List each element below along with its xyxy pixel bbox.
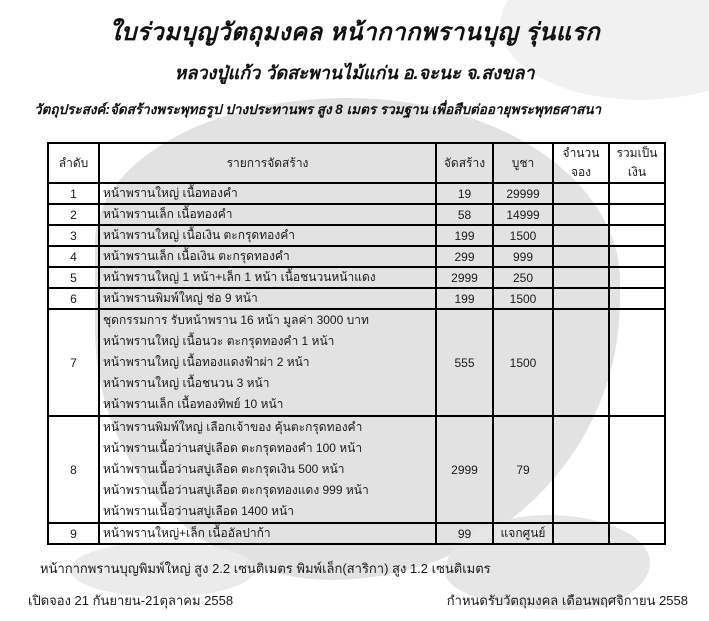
row-price: 250 bbox=[493, 267, 553, 288]
row-price: 1500 bbox=[493, 309, 553, 416]
column-header-4: จำนวนจอง bbox=[553, 143, 609, 183]
row-made-qty: 58 bbox=[436, 204, 493, 225]
row-number: 7 bbox=[48, 309, 99, 416]
booking-period: เปิดจอง 21 กันยายน-21ตุลาคม 2558 bbox=[28, 593, 234, 608]
footer-row bbox=[28, 590, 688, 611]
row-items bbox=[99, 225, 436, 246]
item-line: หน้าพรานใหญ่ เนื้อนวะ ตะกรุดทองคำ 1 หน้า bbox=[103, 334, 335, 348]
row-reserve-qty bbox=[553, 225, 609, 246]
column-header-1: รายการจัดสร้าง bbox=[99, 143, 436, 183]
purpose-line: วัตถุประสงค์:จัดสร้างพระพุทธรูป ปางประทานพร สูง 8 เมตร รวมฐาน เพื่อสืบต่ออายุพระพุทธศาสนา bbox=[34, 102, 602, 117]
page-title: ใบร่วมบุญวัตถุมงคล หน้ากากพรานบุญ รุ่นแรก bbox=[108, 19, 601, 46]
table-row bbox=[48, 225, 665, 246]
item-line: หน้าพรานเนื้อว่านสบู่เลือด 1400 หน้า bbox=[103, 504, 294, 518]
row-items bbox=[99, 309, 436, 416]
row-items bbox=[99, 183, 436, 204]
row-made-qty: 2999 bbox=[436, 267, 493, 288]
row-made-qty: 199 bbox=[436, 225, 493, 246]
item-line: ชุดกรรมการ รับหน้าพราน 16 หน้า มูลค่า 3000 บาท bbox=[103, 313, 369, 327]
table-row bbox=[48, 204, 665, 225]
row-price: 1500 bbox=[493, 225, 553, 246]
item-line: หน้าพรานใหญ่ 1 หน้า+เล็ก 1 หน้า เนื้อชนวนหน้าแดง bbox=[103, 270, 376, 284]
row-number: 4 bbox=[48, 246, 99, 267]
row-total-amount bbox=[609, 309, 665, 416]
table-row bbox=[48, 246, 665, 267]
row-items bbox=[99, 204, 436, 225]
item-line: หน้าพรานเล็ก เนื้อเงิน ตะกรุดทองคำ bbox=[103, 249, 290, 263]
row-items bbox=[99, 267, 436, 288]
row-total-amount bbox=[609, 183, 665, 204]
row-made-qty: 199 bbox=[436, 288, 493, 309]
row-total-amount bbox=[609, 523, 665, 544]
table-row bbox=[48, 309, 665, 416]
column-header-5: รวมเป็นเงิน bbox=[609, 143, 665, 183]
row-reserve-qty bbox=[553, 183, 609, 204]
table-row bbox=[48, 288, 665, 309]
row-made-qty: 555 bbox=[436, 309, 493, 416]
item-line: หน้าพรานใหญ่ เนื้อทองแดงฟ้าผ่า 2 หน้า bbox=[103, 355, 310, 369]
row-price: 29999 bbox=[493, 183, 553, 204]
row-total-amount bbox=[609, 246, 665, 267]
row-number: 8 bbox=[48, 416, 99, 523]
row-price: 999 bbox=[493, 246, 553, 267]
item-line: หน้าพรานเนื้อว่านสบู่เลือด ตะกรุดเงิน 500 หน้า bbox=[103, 462, 345, 476]
row-items bbox=[99, 523, 436, 544]
row-items bbox=[99, 288, 436, 309]
item-line: หน้าพรานเนื้อว่านสบู่เลือด ตะกรุดทองแดง 999 หน้า bbox=[103, 483, 369, 497]
page-subtitle: หลวงปู่แก้ว วัดสะพานไม้แก่น อ.จะนะ จ.สงขลา bbox=[174, 63, 535, 83]
table-row bbox=[48, 183, 665, 204]
row-total-amount bbox=[609, 416, 665, 523]
row-made-qty: 19 bbox=[436, 183, 493, 204]
row-number: 5 bbox=[48, 267, 99, 288]
row-total-amount bbox=[609, 204, 665, 225]
row-items bbox=[99, 416, 436, 523]
row-reserve-qty bbox=[553, 267, 609, 288]
row-made-qty: 299 bbox=[436, 246, 493, 267]
row-made-qty: 99 bbox=[436, 523, 493, 544]
row-reserve-qty bbox=[553, 416, 609, 523]
item-line: หน้าพรานใหญ่+เล็ก เนื้ออัลปาก้า bbox=[103, 526, 271, 540]
row-number: 9 bbox=[48, 523, 99, 544]
row-total-amount bbox=[609, 225, 665, 246]
row-number: 1 bbox=[48, 183, 99, 204]
row-price: 14999 bbox=[493, 204, 553, 225]
column-header-3: บูชา bbox=[493, 143, 553, 183]
item-line: หน้าพรานเนื้อว่านสบู่เลือด ตะกรุดทองคำ 100 หน้า bbox=[103, 441, 363, 455]
column-header-2: จัดสร้าง bbox=[436, 143, 493, 183]
row-price: 1500 bbox=[493, 288, 553, 309]
row-reserve-qty bbox=[553, 204, 609, 225]
table-row bbox=[48, 267, 665, 288]
table-row bbox=[48, 523, 665, 544]
delivery-date: กำหนดรับวัตถุมงคล เดือนพฤศจิกายน 2558 bbox=[446, 593, 688, 608]
order-table bbox=[47, 142, 666, 545]
table-header-row bbox=[48, 143, 665, 183]
row-number: 2 bbox=[48, 204, 99, 225]
item-line: หน้าพรานเล็ก เนื้อทองคำ bbox=[103, 207, 233, 221]
size-note: หน้ากากพรานบุญพิมพ์ใหญ่ สูง 2.2 เซนติเมตร พิมพ์เล็ก(สาริกา) สูง 1.2 เซนติเมตร bbox=[40, 561, 491, 576]
row-reserve-qty bbox=[553, 288, 609, 309]
row-number: 3 bbox=[48, 225, 99, 246]
row-number: 6 bbox=[48, 288, 99, 309]
item-line: หน้าพรานพิมพ์ใหญ่ ช่อ 9 หน้า bbox=[103, 291, 258, 305]
row-made-qty: 2999 bbox=[436, 416, 493, 523]
row-items bbox=[99, 246, 436, 267]
table-row bbox=[48, 416, 665, 523]
item-line: หน้าพรานเล็ก เนื้อทองทิพย์ 10 หน้า bbox=[103, 397, 284, 411]
table-body bbox=[48, 183, 665, 544]
item-line: หน้าพรานพิมพ์ใหญ่ เลือกเจ้าของ คุ้นตะกรุดทองคำ bbox=[103, 420, 363, 434]
row-reserve-qty bbox=[553, 246, 609, 267]
row-price: 79 bbox=[493, 416, 553, 523]
row-reserve-qty bbox=[553, 309, 609, 416]
item-line: หน้าพรานใหญ่ เนื้อทองคำ bbox=[103, 186, 238, 200]
column-header-0: ลำดับ bbox=[48, 143, 99, 183]
row-reserve-qty bbox=[553, 523, 609, 544]
row-price: แจกศูนย์ bbox=[493, 523, 553, 544]
row-total-amount bbox=[609, 288, 665, 309]
item-line: หน้าพรานใหญ่ เนื้อเงิน ตะกรุดทองคำ bbox=[103, 228, 295, 242]
row-total-amount bbox=[609, 267, 665, 288]
item-line: หน้าพรานใหญ่ เนื้อชนวน 3 หน้า bbox=[103, 376, 270, 390]
